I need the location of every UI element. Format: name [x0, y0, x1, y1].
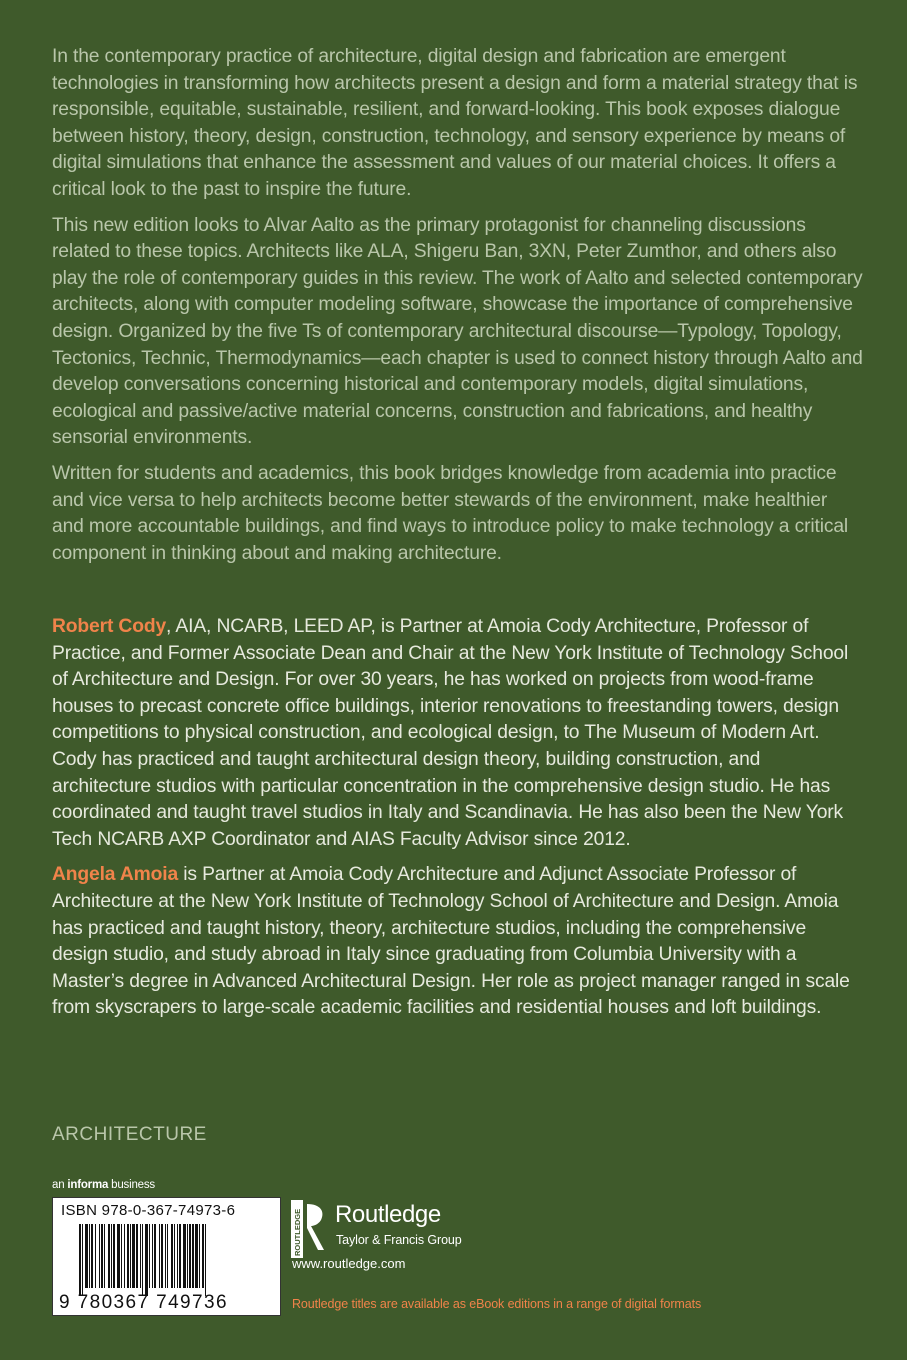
barcode-bar [192, 1224, 194, 1288]
barcode-bar [140, 1224, 141, 1288]
barcode-bar [95, 1224, 96, 1288]
barcode-bar [183, 1224, 186, 1288]
barcode-bar [189, 1224, 191, 1288]
isbn-barcode [52, 1197, 281, 1316]
barcode-bar [154, 1224, 156, 1288]
publisher-url[interactable]: www.routledge.com [292, 1256, 406, 1271]
barcode-bar [161, 1224, 163, 1288]
author-bio-1-text: , AIA, NCARB, LEED AP, is Partner at Amoia Cody Architecture, Professor of Practice, and Former Associate Dean and Chair at the New York Institute of Technology School of Architecture and Design. For over 30 years, he has worked on projects from wood-frame houses to precast concrete office buildings, interior renovations to freestanding towers, design competitions to physical construction, and ecological design, to The Museum of Modern Art. Cody has practiced and taught architectural design theory, building construction, and architecture studios with particular concentration in the comprehensive design studio. He has coordinated and taught travel studios in Italy and Scandinavia. He has also been the New York Tech NCARB AXP Coordinator and AIAS Faculty Advisor since 2012. [52, 616, 849, 850]
barcode-bar [159, 1224, 160, 1288]
author-name-1: Robert Cody [52, 616, 167, 637]
barcode-bar [117, 1224, 120, 1288]
barcode-bar [104, 1224, 105, 1288]
barcode-bar [205, 1224, 206, 1296]
subject-category: ARCHITECTURE [52, 1124, 207, 1145]
barcode-bar [79, 1224, 81, 1296]
informa-tagline: an informa business [52, 1179, 155, 1191]
barcode-bar [145, 1224, 148, 1296]
author-bio-1 [52, 614, 864, 853]
barcode-bar [199, 1224, 200, 1288]
publisher-group: Taylor & Francis Group [336, 1233, 462, 1247]
routledge-spine-text: ROUTLEDGE [293, 1208, 302, 1256]
barcode-bar [152, 1224, 153, 1288]
barcode-bar [108, 1224, 110, 1288]
barcode-bar [165, 1224, 166, 1288]
barcode-bar [174, 1224, 175, 1288]
barcode-bar [171, 1224, 173, 1288]
book-description [52, 44, 864, 576]
description-paragraph-2: This new edition looks to Alvar Aalto as the primary protagonist for channeling discussions related to these topics. Architects like ALA, Shigeru Ban, 3XN, Peter Zumthor, and others also play the role of contemporary guides in this review. The work of Aalto and selected contemporary architects, along with computer modeling software, showcase the importance of comprehensive design. Organized by the five Ts of contemporary architectural discourse—Typology, Topology, Tectonics, Technic, Thermodynamics—each chapter is used to connect history through Aalto and develop conversations concerning historical and contemporary models, digital simulations, ecological and passive/active material concerns, construction and fabrications, and healthy sensorial environments. [52, 214, 863, 449]
barcode-bar [85, 1224, 88, 1288]
barcode-bar [195, 1224, 198, 1288]
barcode-bar [89, 1224, 90, 1288]
description-paragraph-1: In the contemporary practice of architecture, digital design and fabrication are emergent technologies in transforming how architects present a design and form a material strategy that is responsible, equitable, sustainable, resilient, and forward-looking. This book exposes dialogue between history, theory, design, construction, technology, and sensory experience by means of digital simulations that enhance the assessment and values of our material choices. It offers a critical look to the past to inspire the future. [52, 46, 858, 200]
barcode-bar [142, 1224, 143, 1296]
author-bio-2 [52, 862, 864, 1022]
author-name-2: Angela Amoia [52, 864, 179, 886]
barcode-bar [91, 1224, 93, 1288]
author-bios [52, 614, 864, 1031]
barcode-bar [124, 1224, 125, 1288]
barcode-bar [149, 1224, 150, 1288]
barcode-bar [179, 1224, 181, 1288]
barcode-bar [136, 1224, 138, 1288]
barcode-bar [132, 1224, 135, 1288]
routledge-logo-icon [291, 1200, 329, 1258]
barcode-bar [187, 1224, 188, 1288]
barcode-bar [177, 1224, 178, 1288]
barcode-bar [121, 1224, 122, 1288]
barcode-bar [113, 1224, 115, 1288]
barcode-bar [111, 1224, 112, 1288]
barcode-digits: 9 780367 749736 [59, 1292, 228, 1313]
description-paragraph-3: Written for students and academics, this book bridges knowledge from academia into practice and vice versa to help architects become better stewards of the environment, make healthier and more accountable buildings, and find ways to introduce policy to make technology a critical component in thinking about and making architecture. [52, 462, 849, 564]
author-bio-2-text: is Partner at Amoia Cody Architecture and Adjunct Associate Professor of Architecture at the New York Institute of Technology School of Architecture and Design. Amoia has practiced and taught history, theory, architecture studios, including the comprehensive design studio, and study abroad in Italy since graduating from Columbia University with a Master’s degree in Advanced Architectural Design. Her role as project manager ranged in scale from skyscrapers to large-scale academic facilities and residential houses and loft buildings. [52, 864, 850, 1019]
informa-brand: informa [67, 1179, 109, 1191]
barcode-bar [82, 1224, 83, 1296]
isbn-label: ISBN 978-0-367-74973-6 [61, 1202, 236, 1219]
publisher-name: Routledge [335, 1201, 441, 1228]
barcode-bar [202, 1224, 204, 1288]
barcode-bar [130, 1224, 131, 1288]
barcode-bar [127, 1224, 129, 1288]
barcode-bar [167, 1224, 168, 1288]
ebook-note: Routledge titles are available as eBook editions in a range of digital formats [292, 1297, 702, 1311]
barcode-bar [101, 1224, 103, 1288]
barcode-bar [99, 1224, 100, 1288]
